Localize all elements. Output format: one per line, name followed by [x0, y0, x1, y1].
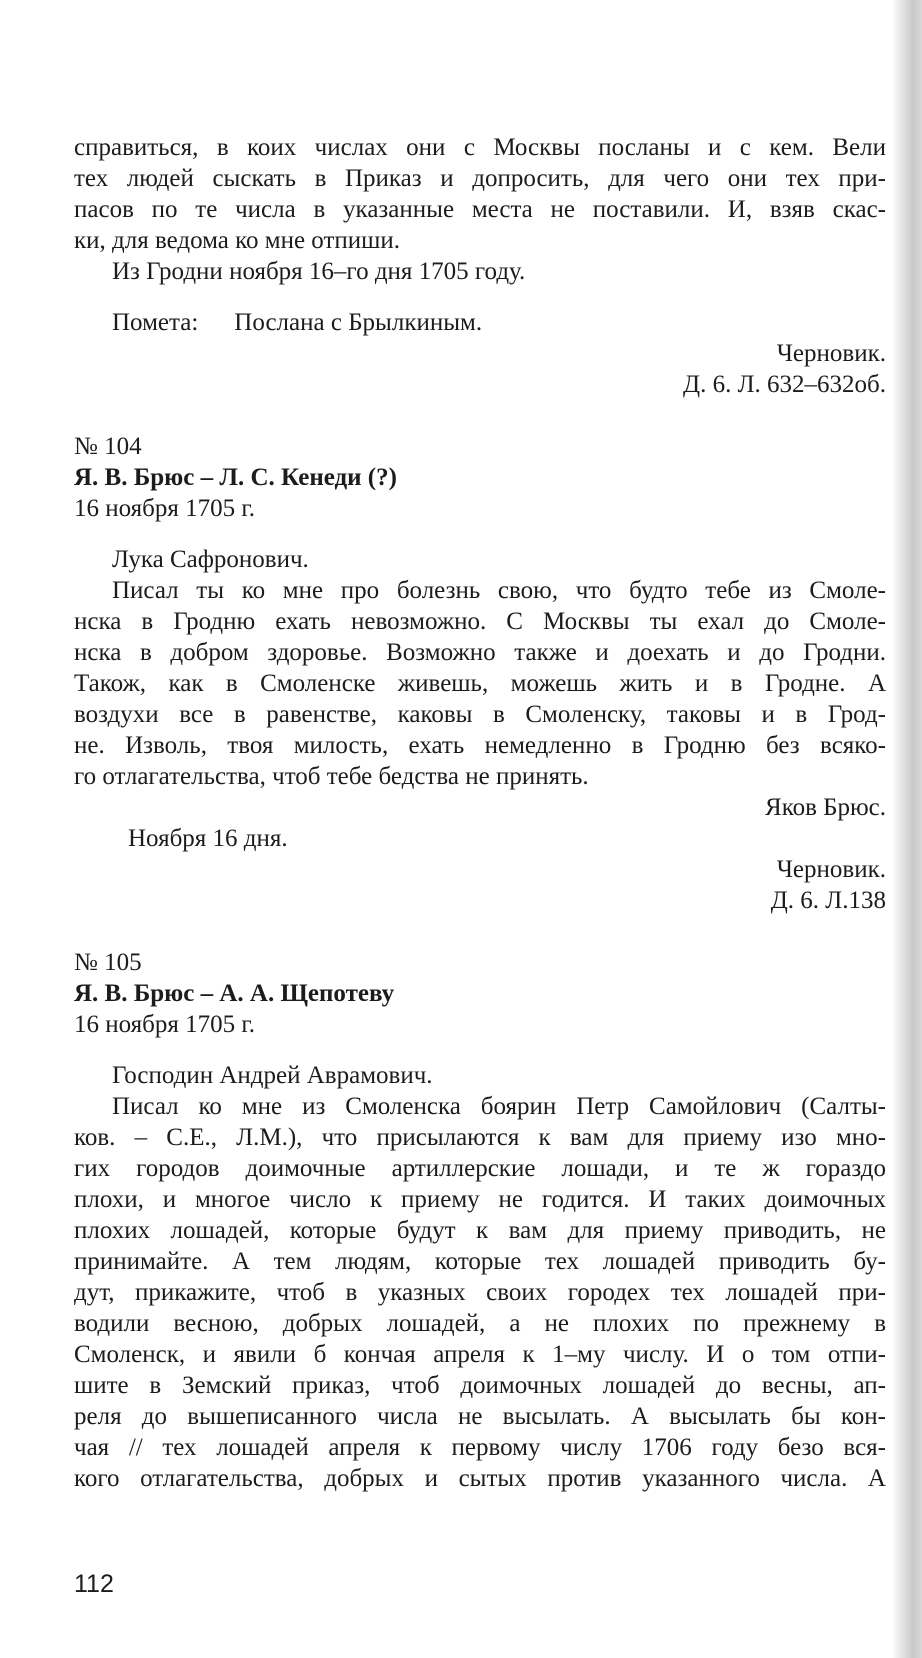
text-line: тех людей сыскать в Приказ и допросить, для чего они тех при-	[74, 165, 886, 192]
document-number: № 104	[74, 433, 142, 460]
archive-reference: Д. 6. Л.138	[770, 887, 886, 914]
text-line: принимайте. А тем людям, которые тех лошадей приводить бу-	[74, 1248, 886, 1275]
mark-note	[74, 307, 886, 338]
text-line: водили весною, добрых лошадей, а не плохих по прежнему в	[74, 1310, 886, 1337]
signature: Яков Брюс.	[765, 794, 886, 821]
text-line: Писал ты ко мне про болезнь свою, что будто тебе из Смоле-	[112, 577, 886, 604]
greeting: Господин Андрей Аврамович.	[112, 1062, 433, 1089]
text-line: дут, прикажите, чтоб в указных своих городех тех лошадей при-	[74, 1279, 886, 1306]
page-text	[74, 132, 886, 1494]
archive-reference: Д. 6. Л. 632–632об.	[683, 371, 886, 398]
document-105	[74, 947, 886, 1494]
mark-value: Послана с Брылкиным.	[234, 309, 483, 336]
text-line: реля до вышеписанного числа не высылать. А высылать бы кон-	[74, 1403, 886, 1430]
document-date: 16 ноября 1705 г.	[74, 1011, 256, 1038]
text-line: Смоленск, и явили б кончая апреля к 1–му числу. И о том отпи-	[74, 1341, 886, 1368]
text-line: воздухи все в равенстве, каковы в Смоленску, таковы и в Грод-	[74, 701, 886, 728]
document-104	[74, 431, 886, 916]
page-number: 112	[74, 1570, 114, 1598]
text-line: плохих лошадей, которые будут к вам для приему приводить, не	[74, 1217, 886, 1244]
text-line: чая // тех лошадей апреля к первому числу 1706 году безо вся-	[74, 1434, 886, 1461]
signature-date: Ноября 16 дня.	[128, 825, 288, 852]
text-line: плохи, и многое число к приему не годится. И таких доимочных	[74, 1186, 886, 1213]
text-line: Писал ко мне из Смоленска боярин Петр Самойлович (Салты-	[112, 1093, 886, 1120]
text-line: Також, как в Смоленске живешь, можешь жить и в Гродне. А	[74, 670, 886, 697]
text-line: шите в Земский приказ, чтоб доимочных лошадей до весны, ап-	[74, 1372, 886, 1399]
text-line: пасов по те числа в указанные места не поставили. И, взяв скас-	[74, 196, 886, 223]
document-heading: Я. В. Брюс – Л. С. Кенеди (?)	[74, 464, 397, 491]
page-edge-shadow	[892, 0, 922, 1658]
mark-label: Помета:	[112, 309, 199, 336]
text-line: го отлагательства, чтоб тебе бедства не принять.	[74, 763, 589, 790]
text-line: ков. – С.Е., Л.М.), что присылаются к вам для приему изо мно-	[74, 1124, 886, 1151]
date-line: Из Гродни ноября 16–го дня 1705 году.	[112, 258, 526, 285]
text-line: не. Изволь, твоя милость, ехать немедленно в Гродню без всяко-	[74, 732, 886, 759]
greeting: Лука Сафронович.	[112, 546, 309, 573]
section-previous-letter	[74, 132, 886, 400]
text-line: кого отлагательства, добрых и сытых против указанного числа. А	[74, 1465, 886, 1492]
text-line: нска в Гродню ехать невозможно. С Москвы ты ехал до Смоле-	[74, 608, 886, 635]
draft-note: Черновик.	[776, 340, 886, 367]
text-line: нска в добром здоровье. Возможно также и доехать и до Гродни.	[74, 639, 886, 666]
draft-note: Черновик.	[776, 856, 886, 883]
document-date: 16 ноября 1705 г.	[74, 495, 256, 522]
text-line: ки, для ведома ко мне отпиши.	[74, 227, 401, 254]
document-number: № 105	[74, 949, 142, 976]
text-line: справиться, в коих числах они с Москвы посланы и с кем. Вели	[74, 134, 886, 161]
text-line: гих городов доимочные артиллерские лошади, и те ж гораздо	[74, 1155, 886, 1182]
document-heading: Я. В. Брюс – А. А. Щепотеву	[74, 980, 395, 1007]
